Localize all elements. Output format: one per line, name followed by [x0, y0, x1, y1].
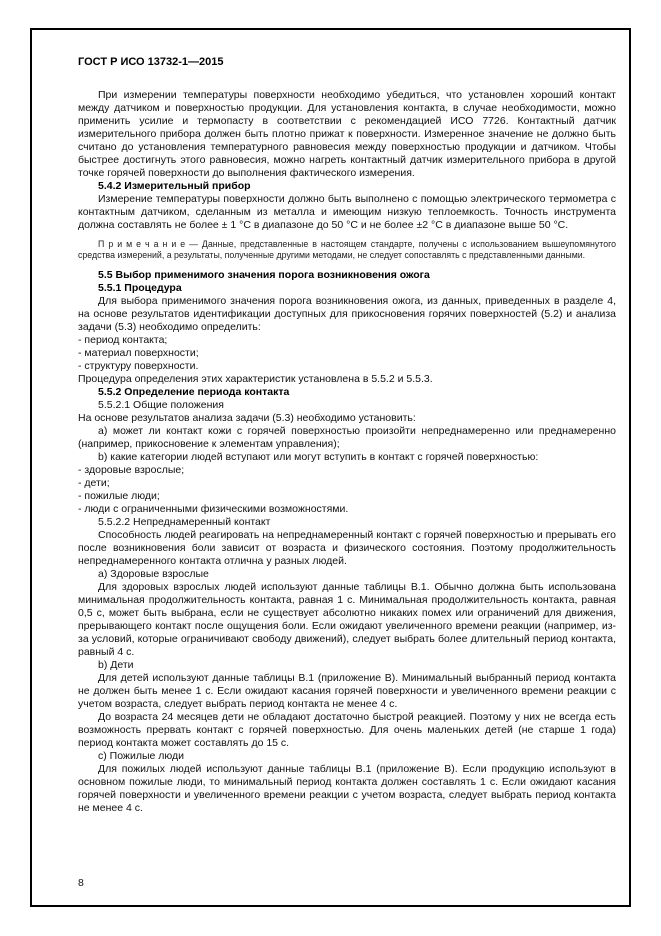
- paragraph: Измерение температуры поверхности должно быть выполнено с помощью электрического термометра с контактным датчиком, сделанным из металла и имеющим низкую теплоемкость. Точность инструмента должна составлять не более ± 1 °С в диапазоне до 50 °С и не более ±2 °С в диапазоне выше 50 °С.: [78, 193, 616, 231]
- paragraph: Способность людей реагировать на непреднамеренный контакт с горячей поверхностью и прерывать его после возникновения боли зависит от возраста и физического состояния. Поэтому продолжительность непреднамеренного контакта отлична у разных людей.: [78, 529, 616, 567]
- paragraph: До возраста 24 месяцев дети не обладают достаточно быстрой реакцией. Поэтому у них не всегда есть возможность прервать контакт с горячей поверхностью. Для очень маленьких детей (не старше 1 года) период контакта может составлять до 15 с.: [78, 711, 616, 749]
- list-item: - здоровые взрослые;: [78, 464, 185, 476]
- document-content: [78, 89, 616, 815]
- sub-heading: 5.5.2.2 Непреднамеренный контакт: [98, 516, 271, 528]
- list-item: - пожилые люди;: [78, 490, 160, 502]
- paragraph: Для выбора применимого значения порога возникновения ожога, из данных, приведенных в разделе 4, на основе результатов идентификации доступных для прикосновения горячих поверхностей (5.2) и анализа задачи (5.3) необходимо определить:: [78, 295, 616, 333]
- note-paragraph: П р и м е ч а н и е — Данные, представленные в настоящем стандарте, получены с использованием вышеупомянутого средства измерений, а результаты, полученные другими методами, не следует сопоставлять с представленными данными.: [78, 239, 616, 260]
- document-header: ГОСТ Р ИСО 13732-1—2015: [78, 56, 224, 68]
- page-number: 8: [78, 877, 84, 889]
- sub-heading: с) Пожилые люди: [98, 750, 185, 762]
- list-item: - люди с ограниченными физическими возможностями.: [78, 503, 349, 515]
- list-item: - дети;: [78, 477, 110, 489]
- paragraph: b) какие категории людей вступают или могут вступить в контакт с горячей поверхностью:: [98, 451, 539, 463]
- sub-heading: b) Дети: [98, 659, 134, 671]
- section-heading: 5.5.1 Процедура: [98, 282, 182, 294]
- list-item: - материал поверхности;: [78, 347, 199, 359]
- sub-heading: а) Здоровые взрослые: [98, 568, 209, 580]
- paragraph: Для пожилых людей используют данные таблицы В.1 (приложение В). Если продукцию используют в основном пожилые люди, то минимальный период контакта должен составлять 1 с. Если ожидают касания горячей поверхности и увеличенного времени реакции с учетом возраста, следует выбрать период контакта не менее 4 с.: [78, 763, 616, 814]
- document-page-frame: [30, 28, 631, 907]
- list-item: Процедура определения этих характеристик установлена в 5.5.2 и 5.5.3.: [78, 373, 433, 385]
- section-heading: 5.5 Выбор применимого значения порога возникновения ожога: [98, 269, 430, 281]
- paragraph: При измерении температуры поверхности необходимо убедиться, что установлен хороший контакт между датчиком и поверхностью продукции. Для установления контакта, в случае необходимости, можно применить усилие и термопасту в соответствии с рекомендацией ИСО 7726. Контактный датчик измерительного прибора должен быть плотно прижат к поверхности. Измеренное значение не должно быть считано до установления температурного равновесия между поверхностью продукции и датчиком. Чтобы быстрее достигнуть этого равновесия, можно нагреть контактный датчик измерительного прибора в другой точке горячей поверхности до выполнения фактического измерения.: [78, 89, 616, 179]
- list-item: - период контакта;: [78, 334, 168, 346]
- paragraph: Для детей используют данные таблицы В.1 (приложение В). Минимальный выбранный период контакта не должен быть менее 1 с. Если ожидают касания горячей поверхности и увеличенного времени реакции с учетом возраста, следует выбрать период контакта не менее 4 с.: [78, 672, 616, 710]
- list-item: На основе результатов анализа задачи (5.3) необходимо установить:: [78, 412, 416, 424]
- paragraph: а) может ли контакт кожи с горячей поверхностью произойти непреднамеренно или преднамеренно (например, прикосновение к элементам управления);: [78, 425, 616, 450]
- section-heading: 5.4.2 Измерительный прибор: [98, 180, 251, 192]
- paragraph: Для здоровых взрослых людей используют данные таблицы В.1. Обычно должна быть использована минимальная продолжительность контакта, равная 1 с. Минимальная продолжительность контакта, равная 0,5 с, может быть выбрана, если не существует абсолютно никаких помех или ограничений для движения, прерывающего контакт после ощущения боли. Если ожидают увеличенного времени реакции (например, из-за условий, которые ограничивают свободу движений), следует выбрать более длительный период контакта, равный 4 с.: [78, 581, 616, 658]
- section-heading: 5.5.2 Определение периода контакта: [98, 386, 290, 398]
- sub-heading: 5.5.2.1 Общие положения: [98, 399, 224, 411]
- list-item: - структуру поверхности.: [78, 360, 199, 372]
